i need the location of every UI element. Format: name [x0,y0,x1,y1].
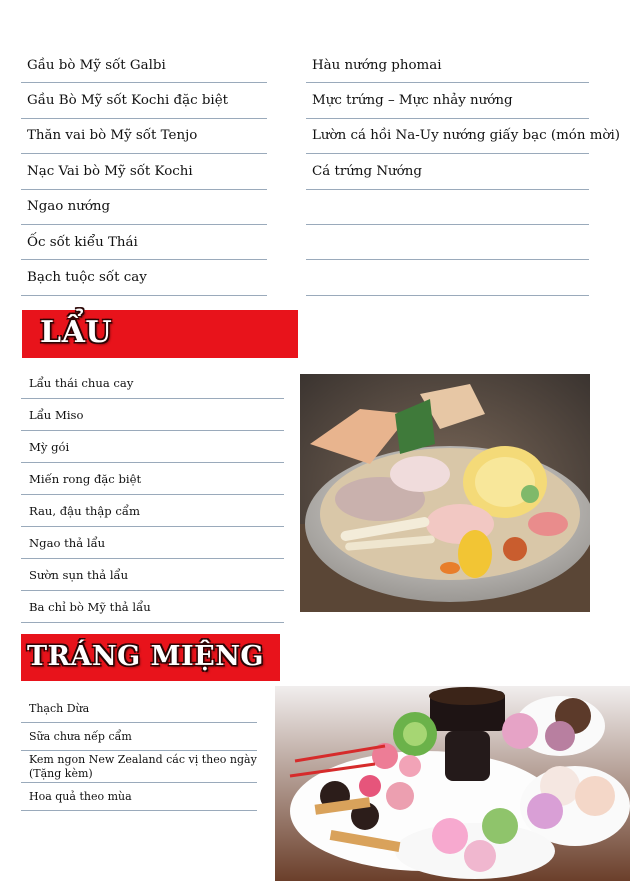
menu-item: Bạch tuộc sốt cay [21,260,267,295]
trang-mieng-section-title: TRÁNG MIỆNG [27,641,264,672]
menu-item: Mực trứng – Mực nhảy nướng [306,83,589,118]
lau-section-title: LẨU [40,315,113,350]
menu-item: Hoa quả theo mùa [21,783,257,811]
menu-item: Thạch Dừa [21,695,257,723]
menu-item: Lườn cá hồi Na-Uy nướng giấy bạc (món mời) [306,119,589,154]
grill-menu-right-column [306,48,620,296]
menu-item: Sữa chưa nếp cẩm [21,723,257,751]
menu-item: Ba chỉ bò Mỹ thả lẩu [21,591,284,623]
menu-item: Gầu bò Mỹ sốt Galbi [21,48,267,83]
lau-menu-list [21,367,284,623]
menu-item: Lẩu Miso [21,399,284,431]
menu-item: Ngao thả lẩu [21,527,284,559]
trang-mieng-menu-list [21,695,257,811]
dessert-photo [275,686,630,881]
menu-item: Ngao nướng [21,190,267,225]
lau-section-banner [22,310,298,358]
menu-item: Nạc Vai bò Mỹ sốt Kochi [21,154,267,189]
menu-item: Hàu nướng phomai [306,48,589,83]
menu-item: Thăn vai bò Mỹ sốt Tenjo [21,119,267,154]
menu-item: Lẩu thái chua cay [21,367,284,399]
menu-item-empty [306,190,589,225]
menu-item: Rau, đậu thập cẩm [21,495,284,527]
menu-item: Cá trứng Nướng [306,154,589,189]
menu-item-empty [306,260,589,295]
menu-item: Kem ngon New Zealand các vị theo ngày (Tặng kèm) [21,751,257,783]
menu-item: Gầu Bò Mỹ sốt Kochi đặc biệt [21,83,267,118]
menu-item: Sườn sụn thả lẩu [21,559,284,591]
menu-item: Mỳ gói [21,431,284,463]
menu-item-empty [306,225,589,260]
dessert-illustration [275,686,630,881]
hotpot-photo [300,374,590,612]
trang-mieng-section-banner [21,634,280,681]
menu-item: Ốc sốt kiểu Thái [21,225,267,260]
menu-item: Miến rong đặc biệt [21,463,284,495]
hotpot-illustration [300,374,590,612]
grill-menu-left-column [21,48,267,296]
